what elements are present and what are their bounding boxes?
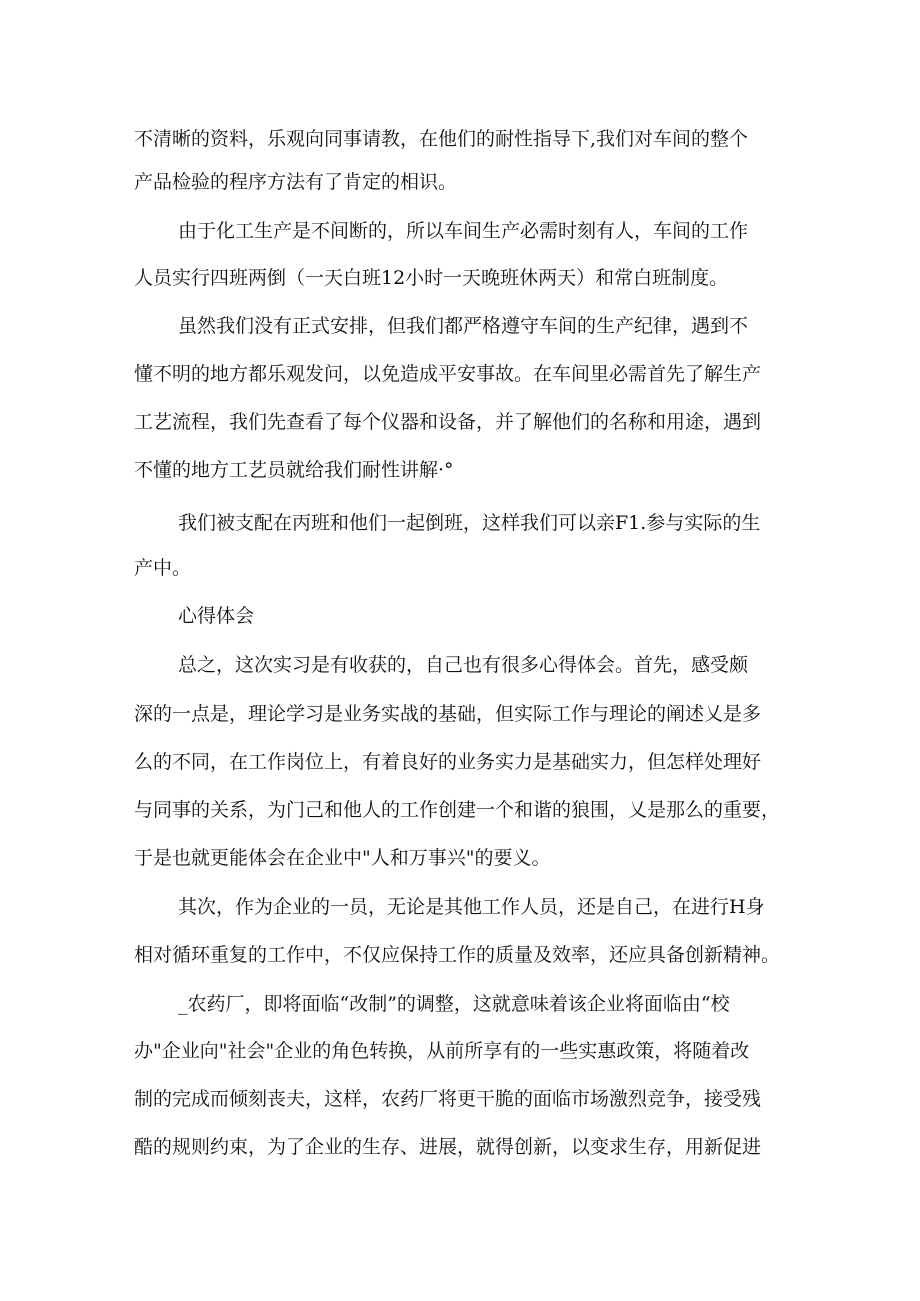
text-line: 人员实行四班两倒（一天白班12小时一天晚班休两天）和常白班制度。 xyxy=(134,267,729,289)
paragraph-first-line: 总之，这次实习是有收获的，自己也有很多心得体会。首先，感受颇 xyxy=(178,654,749,676)
text-line: 么的不同，在工作岗位上，有着良好的业务实力是基础实力，但怎样处理好 xyxy=(134,751,762,773)
text-line: 相对循环重复的工作中，不仅应保持工作的质量及效率，还应具备创新精神。 xyxy=(134,944,781,966)
paragraph-first-line: 其次，作为企业的一员，无论是其他工作人员，还是自己，在进行H身 xyxy=(178,896,765,918)
section-heading: 心得体会 xyxy=(178,605,255,627)
text-line: 产品检验的程序方法有了肯定的相识。 xyxy=(134,171,458,193)
text-line: 工艺流程，我们先查看了每个仪器和设备，并了解他们的名称和用途，遇到 xyxy=(134,411,762,433)
paragraph-first-line: 我们被支配在丙班和他们一起倒班，这样我们可以亲F1.参与实际的生 xyxy=(178,512,761,534)
text-line: 与同事的关系，为门己和他人的工作创建一个和谐的狼围，乂是那么的重要， xyxy=(134,799,781,821)
text-line: 酷的规则约束，为了企业的生存、进展，就得创新，以变求生存，用新促进 xyxy=(134,1136,762,1158)
text-line: 办"企业向"社会"企业的角色转换，从前所享有的一些实惠政策，将随着改 xyxy=(134,1040,750,1062)
text-line: 深的一点是，理论学习是业务实战的基础，但实际工作与理论的阐述乂是多 xyxy=(134,703,762,725)
text-line: 于是也就更能体会在企业中"人和万事兴"的要义。 xyxy=(134,847,551,869)
text-line: 产中。 xyxy=(134,557,192,579)
paragraph-first-line: 由于化工生产是不间断的，所以车间生产必需时刻有人，车间的工作 xyxy=(178,220,749,242)
text-line: 不懂的地方工艺员就给我们耐性讲解·° xyxy=(134,459,454,481)
paragraph-first-line: 虽然我们没有正式安排，但我们都严格遵守车间的生产纪律，遇到不 xyxy=(178,315,749,337)
text-line: 不清晰的资料，乐观向同事请教，在他们的耐性指导下,我们对车间的整个 xyxy=(134,128,749,150)
text-line: 懂不明的地方都乐观发问，以免造成平安事故。在车间里必需首先了解生产 xyxy=(134,363,762,385)
paragraph-first-line: _农药厂，即将面临“改制”的调整，这就意味着该企业将面临由“校 xyxy=(178,993,730,1015)
text-line: 制的完成而倾刻丧夫，这样，农药厂将更干脆的面临市场激烈竞争，接受残 xyxy=(134,1088,762,1110)
